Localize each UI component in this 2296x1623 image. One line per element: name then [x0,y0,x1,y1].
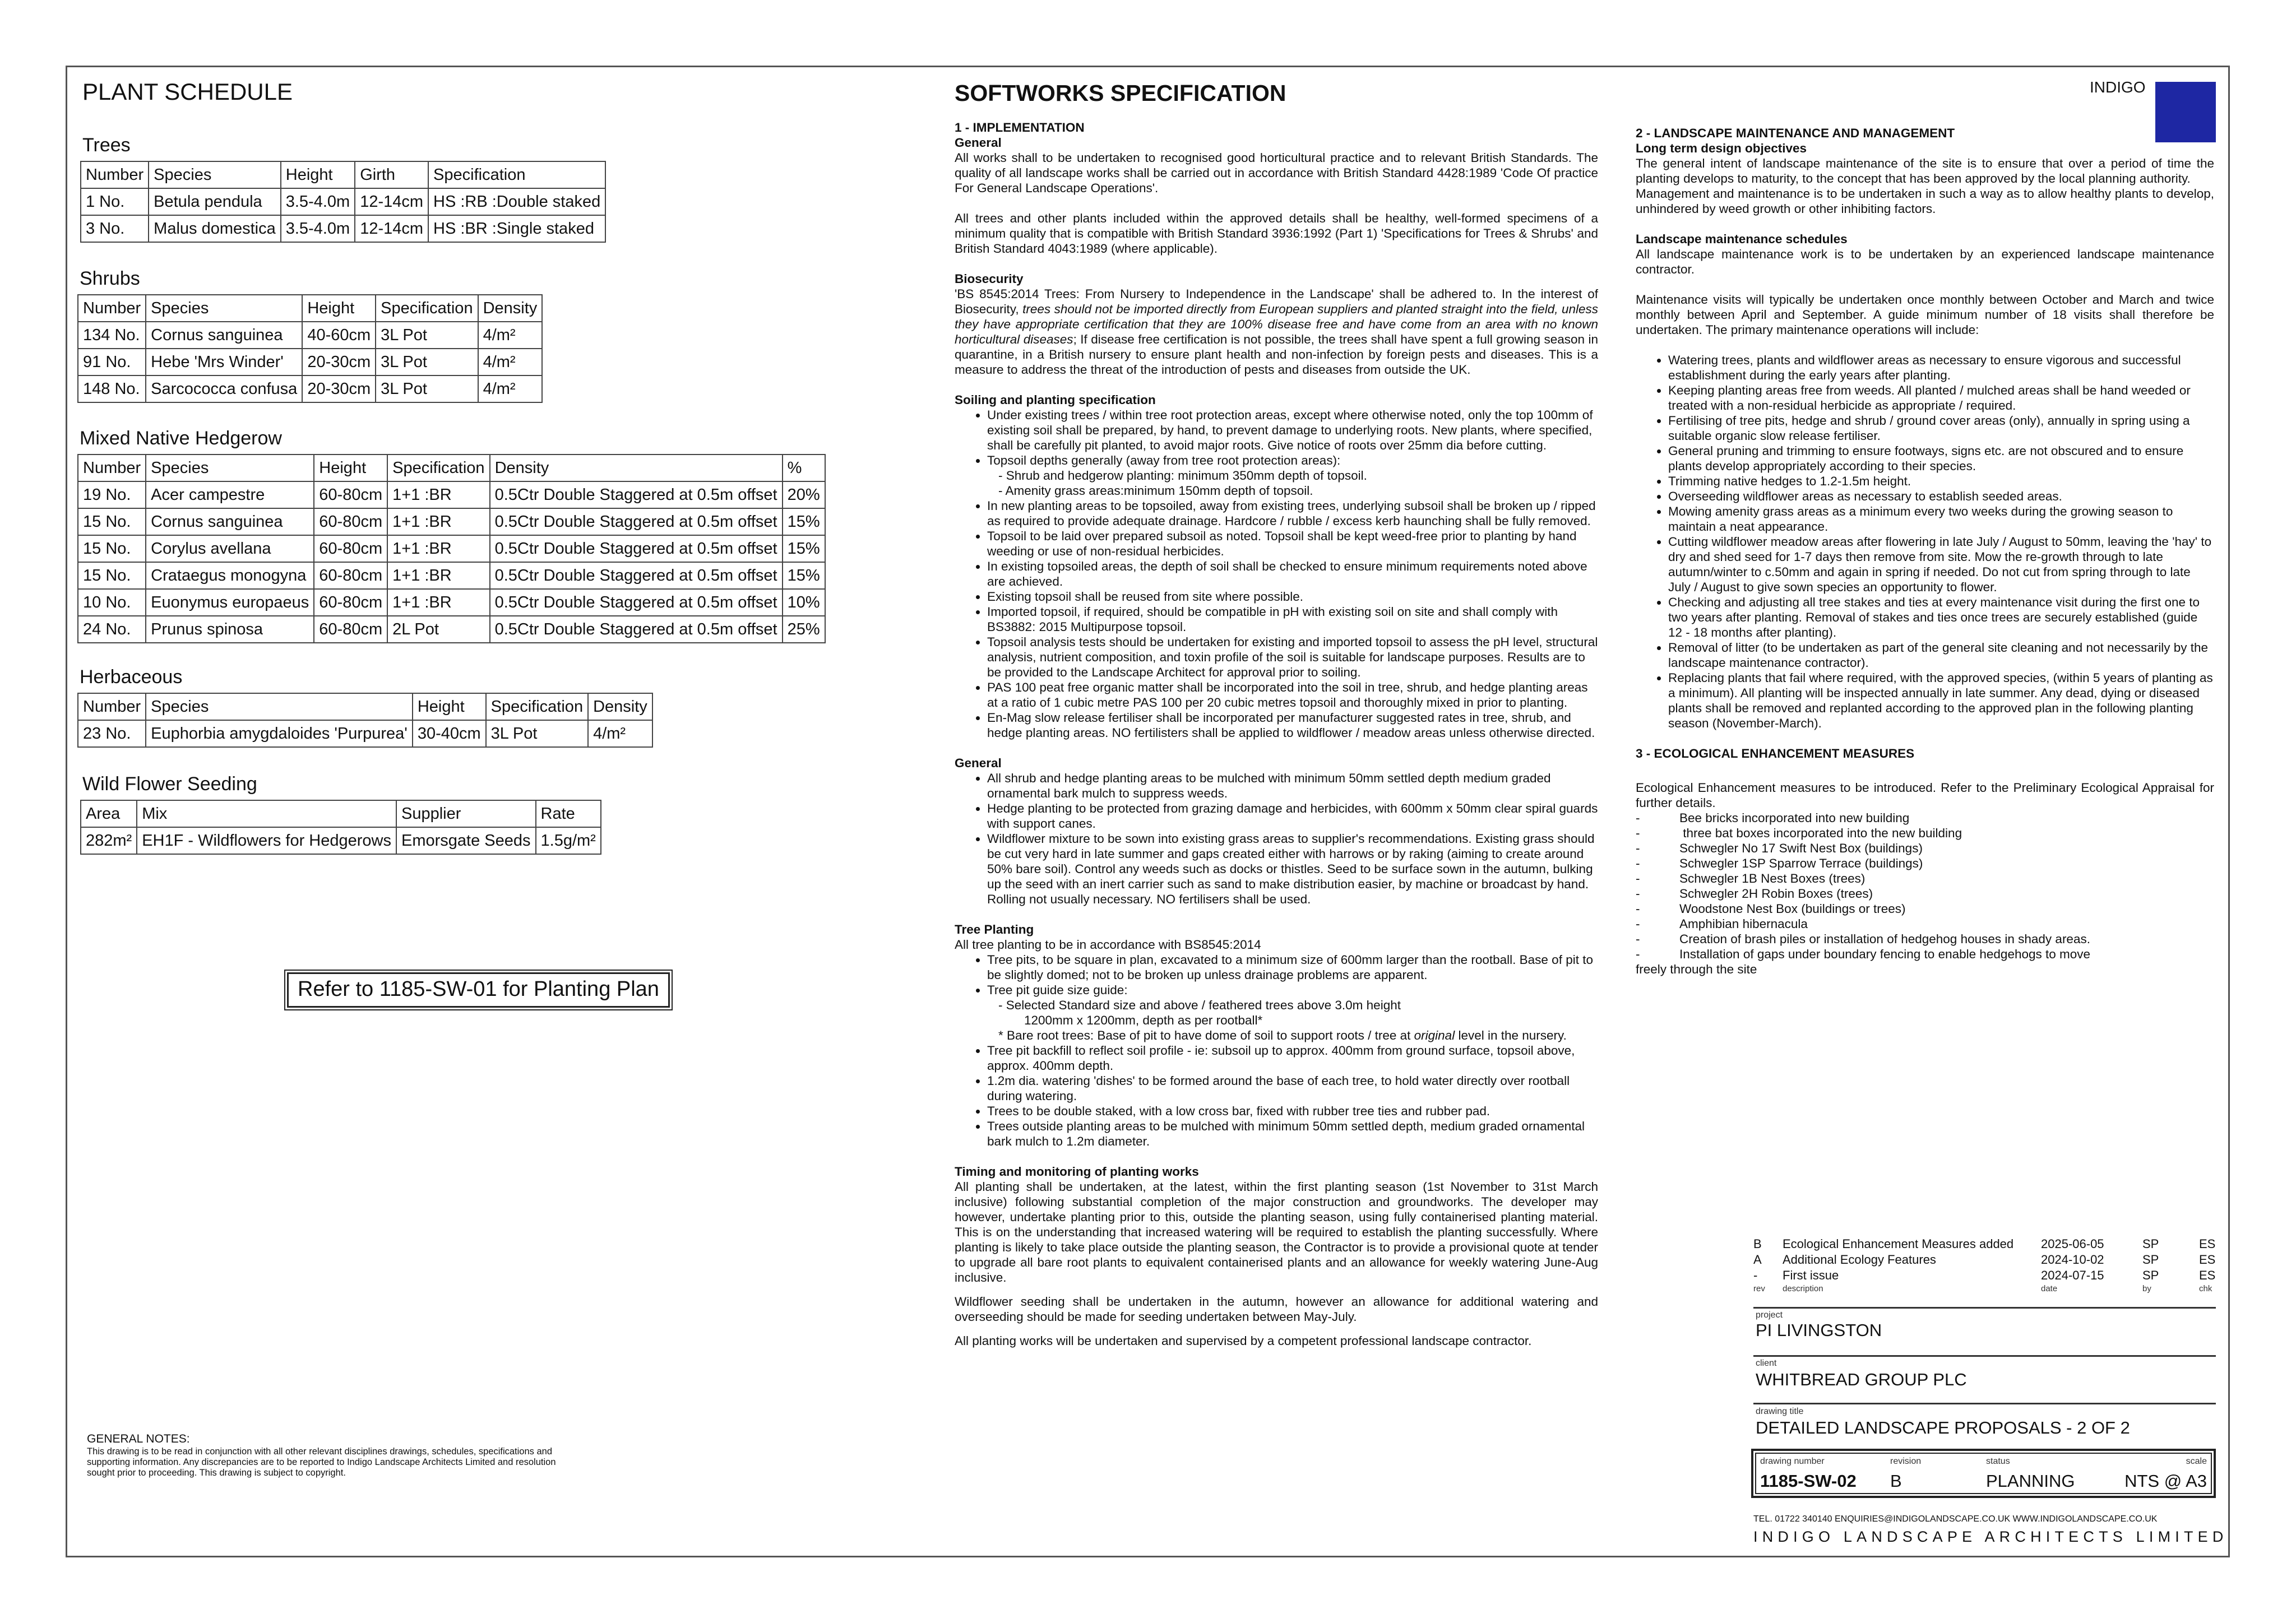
table-cell: 20-30cm [302,375,376,402]
table-cell: 15 No. [78,562,146,589]
table-cell: 23 No. [78,720,146,747]
table-row [78,375,542,402]
column-header: Specification [387,455,489,481]
column-header: Density [490,455,783,481]
herbaceous-section [77,666,653,748]
table-row [78,349,542,375]
tree-planting-heading: Tree Planting [955,922,1034,936]
table-cell: 20% [783,481,825,508]
ecological-item-text: Creation of brash piles or installation of hedgehog houses in shady areas. [1679,932,2090,946]
list-item: • Mowing amenity grass areas as a minimum every two weeks during the growing season to maintain a neat appearance. [1668,504,2214,534]
table-header [78,295,542,322]
table-cell: 15% [783,508,825,535]
table-row [78,616,825,643]
column-header: Species [149,161,281,188]
table-cell: 282m² [81,827,137,854]
maintenance-schedules-heading: Landscape maintenance schedules [1636,232,1848,246]
ecological-item-text: Installation of gaps under boundary fencing to enable hedgehogs to move [1679,947,2091,961]
herbaceous-heading: Herbaceous [80,666,183,688]
biosecurity-text: 'BS 8545:2014 Trees: From Nursery to Independence in the Landscape' shall be adhered to. In the interest of Biosecurity, [955,287,1598,316]
table-row [81,827,601,854]
revision-chk: chk [2199,1284,2212,1293]
shrubs-heading: Shrubs [80,268,140,289]
project-label: project [1756,1310,1783,1320]
hedgerow-table [77,454,826,643]
timing-paragraph: All planting works will be undertaken and supervised by a competent professional landscape contractor. [955,1334,1532,1348]
revision-rev: rev [1753,1284,1765,1293]
list-item: • Cutting wildflower meadow areas after flowering in late July / August to 50mm, leaving the 'hay' to dry and shed seed for 1-7 days then remove from site. Mow the re-growth through to late autumn/winter to c.50mm and again in spring if needed. Do not cut from spring through to late July / August to give sown species an opportunity to flower. [1668,534,2214,595]
column-header: Number [81,161,149,188]
sub-item: - Shrub and hedgerow planting: minimum 350mm depth of topsoil. [998,469,1367,483]
sub-item-text: level in the nursery. [1455,1028,1567,1042]
revision-by: SP [2142,1237,2159,1251]
list-item: • Topsoil to be laid over prepared subsoil as noted. Topsoil shall be kept weed-free prior to planting by hand weeding or use of non-residual herbicides. [987,528,1598,559]
maintenance-list [1636,353,2214,731]
biosecurity-italic-text: trees should not be imported directly from European suppliers and planted straight into the field, unless they have appropriate certification that they are 100% disease free and have come from an area with no known horticultural diseases [955,302,1598,346]
biosecurity-heading: Biosecurity [955,272,1024,286]
ecological-item-text: Schwegler No 17 Swift Nest Box (buildings) [1679,841,1923,855]
revision-by: SP [2142,1253,2159,1267]
dash-marker: - [1636,841,1640,855]
list-item: • Existing topsoil shall be reused from site where possible. [987,589,1598,604]
revision-date: 2025-06-05 [2041,1237,2104,1251]
table-cell: 148 No. [78,375,146,402]
column-header: Girth [355,161,428,188]
table-cell: 3.5-4.0m [281,215,355,242]
table-cell: 15 No. [78,535,146,562]
status-label: status [1986,1457,2010,1466]
table-cell: 1 No. [81,188,149,215]
table-cell: 60-80cm [314,481,387,508]
table-cell: 1+1 :BR [387,589,489,616]
ecological-item [1636,931,2214,947]
divider [1753,1307,2216,1309]
general-notes [87,1434,569,1478]
dash-marker: - [1636,811,1640,825]
dash-marker: - [1636,826,1640,840]
list-item: • Watering trees, plants and wildflower areas as necessary to ensure vigorous and successful establishment during the early years after planting. [1668,353,2214,383]
table-cell: 134 No. [78,322,146,349]
table-cell: 25% [783,616,825,643]
ecological-item [1636,810,2214,826]
table-cell: 3L Pot [376,349,478,375]
table-cell: 1+1 :BR [387,481,489,508]
table-cell: Cornus sanguinea [146,508,314,535]
column-header: % [783,455,825,481]
ecological-item-text: Bee bricks incorporated into new building [1679,811,1910,825]
table-header [81,161,605,188]
drawing-number: 1185-SW-02 [1760,1471,1857,1491]
ecological-item-text: Woodstone Nest Box (buildings or trees) [1679,902,1906,916]
maintenance-column [1636,126,2214,977]
column-header: Number [78,693,146,720]
table-cell: Malus domestica [149,215,281,242]
general-notes-text: This drawing is to be read in conjunction with all other relevant disciplines drawings, schedules, specifications and supporting information. Any discrepancies are to be reported to Indigo Landscape Architects Limited and resolution sought prior to proceeding. This drawing is subject to copyright. [87,1446,556,1478]
contact-details: TEL. 01722 340140 ENQUIRIES@INDIGOLANDSCAPE.CO.UK WWW.INDIGOLANDSCAPE.CO.UK [1753,1514,2158,1524]
biosecurity-text: ; If disease free certification is not possible, the trees shall have spent a full growing season in quarantine, in a British nursery to ensure plant health and non-infection by foreign pests and diseases. This is a measure to address the threat of the introduction of pests and diseases from outside the UK. [955,332,1598,377]
wildflower-section [80,773,601,855]
ecological-item [1636,901,2214,916]
table-row [81,215,605,242]
table-cell: Cornus sanguinea [146,322,302,349]
revision-by: by [2142,1284,2151,1293]
list-item: • General pruning and trimming to ensure footways, signs etc. are not obscured and to ensure plants develop appropriately according to their species. [1668,443,2214,474]
table-cell: Acer campestre [146,481,314,508]
table-cell: Prunus spinosa [146,616,314,643]
drawing-number-box [1751,1449,2216,1498]
general-heading: General [955,136,1002,150]
list-item: • Overseeding wildflower areas as necessary to establish seeded areas. [1668,489,2214,504]
table-cell: 4/m² [478,349,543,375]
ecological-item [1636,826,2214,841]
table-cell: 1+1 :BR [387,508,489,535]
list-item: • In existing topsoiled areas, the depth of soil shall be checked to ensure minimum requirements noted above are achieved. [987,559,1598,589]
list-item: • Hedge planting to be protected from grazing damage and herbicides, with 600mm x 50mm clear spiral guards with support canes. [987,801,1598,831]
list-item: • Trimming native hedges to 1.2-1.5m height. [1668,474,2214,489]
column-header: Specification [376,295,478,322]
table-row [78,562,825,589]
dash-marker: - [1636,856,1640,870]
list-item: • Tree pit backfill to reflect soil profile - ie: subsoil up to approx. 400mm from ground surface, topsoil above, approx. 400mm depth. [987,1043,1598,1073]
shrubs-section [77,268,543,403]
ecological-item-text: Schwegler 1SP Sparrow Terrace (buildings) [1679,856,1923,870]
table-cell: 0.5Ctr Double Staggered at 0.5m offset [490,535,783,562]
table-cell: 3.5-4.0m [281,188,355,215]
implementation-heading: 1 - IMPLEMENTATION [955,120,1085,135]
table-cell: 15% [783,562,825,589]
indigo-logo-square [2155,82,2216,142]
table-cell: 4/m² [478,322,543,349]
trees-section [80,135,606,243]
list-item: • Trees outside planting areas to be mulched with minimum 50mm settled depth, medium graded ornamental bark mulch to 1.2m diameter. [987,1119,1598,1149]
table-cell: 0.5Ctr Double Staggered at 0.5m offset [490,616,783,643]
list-item: • Under existing trees / within tree root protection areas, except where otherwise noted, only the top 100mm of existing soil shall be prepared, by hand, to prevent damage to underlying roots. New plants, where specified, shall be carefully pit planted, to avoid major roots. Give notice of roots over 25mm dia before cutting. [987,407,1598,453]
revision-date: date [2041,1284,2058,1293]
table-cell: 40-60cm [302,322,376,349]
sub-item: 1200mm x 1200mm, depth as per rootball* [1024,1013,1263,1027]
column-header: Height [413,693,486,720]
softworks-spec-column [955,80,1598,1364]
revision-date: 2024-10-02 [2041,1253,2104,1267]
spec-title: SOFTWORKS SPECIFICATION [955,80,1286,106]
table-header [78,693,652,720]
table-cell: 60-80cm [314,562,387,589]
general-paragraph: All works shall to be undertaken to recognised good horticultural practice and to relevant British Standards. The quality of all landscape works shall be carried out in accordance with British Standard 4428:1989 'Code Of practice For General Landscape Operations'. [955,151,1598,195]
table-cell: 10 No. [78,589,146,616]
ecological-item-text: three bat boxes incorporated into the new building [1679,826,1962,840]
table-row [78,535,825,562]
list-item: • Tree pits, to be square in plan, excavated to a minimum size of 600mm larger than the rootball. Base of pit to be slightly domed; not to be broken up unless drainage problems are apparent. [987,952,1598,982]
table-header [78,455,825,481]
ecological-item [1636,856,2214,871]
wildflower-table [80,800,601,855]
timing-heading: Timing and monitoring of planting works [955,1165,1199,1179]
table-cell: 1.5g/m² [536,827,601,854]
table-row [78,481,825,508]
design-objectives-heading: Long term design objectives [1636,141,1807,155]
table-cell: Sarcococca confusa [146,375,302,402]
table-cell: 91 No. [78,349,146,375]
ecological-item: - Installation of gaps under boundary fencing to enable hedgehogs to move [1636,947,2091,961]
timing-paragraph: Wildflower seeding shall be undertaken in the autumn, however an allowance for additional watering and overseeding should be made for seeding undertaken between May-July. [955,1295,1598,1324]
table-cell: 12-14cm [355,215,428,242]
sub-item: - Selected Standard size and above / feathered trees above 3.0m height [998,998,1401,1012]
table-cell: 30-40cm [413,720,486,747]
column-header: Height [314,455,387,481]
list-item: • Fertilising of tree pits, hedge and shrub / ground cover areas (only), annually in spring using a suitable organic slow release fertiliser. [1668,413,2214,443]
revision-chk: ES [2199,1253,2216,1267]
divider [1753,1403,2216,1404]
revision-desc: Additional Ecology Features [1783,1253,1936,1267]
table-cell: Emorsgate Seeds [396,827,536,854]
table-row [78,720,652,747]
column-header: Height [302,295,376,322]
logo-text: INDIGO [2090,78,2146,96]
revision-chk: ES [2199,1268,2216,1282]
maintenance-heading: 2 - LANDSCAPE MAINTENANCE AND MANAGEMENT [1636,126,1955,140]
table-cell: 12-14cm [355,188,428,215]
table-row [78,322,542,349]
ecological-item [1636,871,2214,886]
dash-marker: - [1636,902,1640,916]
table-cell: 20-30cm [302,349,376,375]
client-name: WHITBREAD GROUP PLC [1756,1370,1967,1389]
soiling-heading: Soiling and planting specification [955,393,1156,407]
dash-marker: - [1636,917,1640,931]
general-2-list [955,771,1598,907]
client-label: client [1756,1358,1777,1368]
general-2-heading: General [955,756,1002,770]
list-item: • Imported topsoil, if required, should be compatible in pH with existing soil on site and shall comply with BS3882: 2015 Multipurpose topsoil. [987,604,1598,634]
ecological-item-text: Amphibian hibernacula [1679,917,1808,931]
sub-item: - Amenity grass areas:minimum 150mm depth of topsoil. [998,484,1313,498]
schedules-paragraph: Maintenance visits will typically be undertaken once monthly between October and March and twice monthly between April and September. A guide minimum number of 18 visits shall therefore be undertaken. The primary maintenance operations will include: [1636,293,2214,337]
table-cell: 3L Pot [376,375,478,402]
planting-plan-reference: Refer to 1185-SW-01 for Planting Plan [287,972,670,1008]
dash-marker: - [1636,871,1640,885]
drawing-title: DETAILED LANDSCAPE PROPOSALS - 2 OF 2 [1756,1418,2130,1437]
list-item: • Topsoil analysis tests should be undertaken for existing and imported topsoil to assess the pH level, structural analysis, nutrient composition, and toxin profile of the soil is suitable for landscape purposes. Results are to be provided to the Landscape Architect for approval prior to soiling. [987,634,1598,680]
column-header: Species [146,295,302,322]
column-header: Number [78,455,146,481]
list-item: • Keeping planting areas free from weeds. All planted / mulched areas shall be hand weeded or treated with a non-residual herbicide as appropriate / required. [1668,383,2214,413]
ecological-item-text: Schwegler 1B Nest Boxes (trees) [1679,871,1866,885]
sub-item-text: * Bare root trees: Base of pit to have dome of soil to support roots / tree at [998,1028,1414,1042]
column-header: Supplier [396,800,536,827]
dash-marker: - [1636,932,1640,946]
revision-rev: A [1753,1253,1762,1267]
column-header: Density [478,295,543,322]
table-cell: 3 No. [81,215,149,242]
list-item: • Replacing plants that fail where required, with the approved species, (within 5 years of planting as a minimum). All planting will be inspected annually in late summer. Any dead, dying or diseased plants shall be removed and replanted according to the approved plan in the following planting season (November-March). [1668,670,2214,731]
sub-item-italic: original [1414,1028,1455,1042]
table-cell: 15 No. [78,508,146,535]
scale-value: NTS @ A3 [2124,1471,2207,1491]
list-item [987,453,1598,498]
general-paragraph: All trees and other plants included within the approved details shall be healthy, well-formed specimens of a minimum quality that is compatible with British Standard 3936:1992 (Part 1) 'Specifications for Trees & Shrubs' and British Standard 4043:1989 (where applicable). [955,211,1598,256]
revision-desc: description [1783,1284,1823,1293]
table-cell: Betula pendula [149,188,281,215]
column-header: Specification [428,161,605,188]
column-header: Rate [536,800,601,827]
tree-planting-list [955,952,1598,1149]
table-cell: 60-80cm [314,589,387,616]
table-cell: 3L Pot [486,720,588,747]
ecological-item [1636,916,2214,931]
table-cell: 0.5Ctr Double Staggered at 0.5m offset [490,562,783,589]
ecological-item-continued: freely through the site [1636,962,1757,976]
table-cell: 60-80cm [314,508,387,535]
status-value: PLANNING [1986,1471,2075,1491]
list-item [987,982,1598,1043]
table-row [78,508,825,535]
column-header: Area [81,800,137,827]
firm-name: INDIGO LANDSCAPE ARCHITECTS LIMITED [1753,1528,2228,1545]
ecological-heading: 3 - ECOLOGICAL ENHANCEMENT MEASURES [1636,746,1915,761]
drawing-title-label: drawing title [1756,1407,1804,1416]
table-cell: 60-80cm [314,535,387,562]
column-header: Mix [137,800,396,827]
objectives-paragraph: Management and maintenance is to be undertaken in such a way as to allow healthy plants to develop, unhindered by weed growth or other inhibiting factors. [1636,187,2214,216]
column-header: Number [78,295,146,322]
list-item: • All shrub and hedge planting areas to be mulched with minimum 50mm settled depth medium graded ornamental bark mulch to suppress weeds. [987,771,1598,801]
list-item: • Wildflower mixture to be sown into existing grass areas to supplier's recommendations. Existing grass should be cut very hard in late summer and gaps created either with harrows or by raking (aiming to create around 50% bare soil). Control any weeds such as docks or thistles. Seed to be surface sown in the autumn, bulking up the seed with an inert carrier such as sand to make distribution easier, by machine or broadcast by hand. Rolling not usually necessary. NO fertilisers shall be used. [987,831,1598,907]
ecological-item [1636,886,2214,901]
timing-paragraph: All planting shall be undertaken, at the latest, within the first planting season (1st November to 31st March inclusive) following substantial completion of the major construction and groundworks. The developer may however, undertake planting prior to this, outside the planting season, using fully containerised planting material. This is on the understanding that increased watering will be required to establish the planting successfully. Where planting is likely to take place outside the planting season, the Contractor is to provide a provisional quote at tender to upgrade all bare root plants to equivalent containerised plants and an allowance for weekly watering June-Aug inclusive. [955,1180,1598,1285]
revision-desc: Ecological Enhancement Measures added [1783,1237,2014,1251]
revision-desc: First issue [1783,1268,1839,1282]
ecological-item [1636,841,2214,856]
general-notes-heading: GENERAL NOTES: [87,1432,190,1445]
tree-planting-intro: All tree planting to be in accordance with BS8545:2014 [955,938,1261,952]
table-cell: Corylus avellana [146,535,314,562]
table-cell: HS :RB :Double staked [428,188,605,215]
table-cell: HS :BR :Single staked [428,215,605,242]
revision-chk: ES [2199,1237,2216,1251]
table-cell: 4/m² [478,375,543,402]
table-header [81,800,601,827]
table-cell: 4/m² [588,720,652,747]
table-cell: 24 No. [78,616,146,643]
trees-table [80,161,606,243]
table-cell: 1+1 :BR [387,535,489,562]
table-cell: 3L Pot [376,322,478,349]
column-header: Height [281,161,355,188]
biosecurity-paragraph [955,286,1598,377]
ecological-item-text: Schwegler 2H Robin Boxes (trees) [1679,887,1873,901]
column-header: Species [146,455,314,481]
project-name: PI LIVINGSTON [1756,1320,1882,1340]
table-cell: 0.5Ctr Double Staggered at 0.5m offset [490,589,783,616]
dash-marker: - [1636,887,1640,901]
list-item: • En-Mag slow release fertiliser shall be incorporated per manufacturer suggested rates in tree, shrub, and hedge planting areas. NO fertilisters shall be applied to wildflower / meadow areas unless otherwise directed. [987,710,1598,740]
table-cell: EH1F - Wildflowers for Hedgerows [137,827,396,854]
ecological-list [1636,810,2214,947]
revision-label: revision [1890,1457,1922,1466]
list-item: • Trees to be double staked, with a low cross bar, fixed with rubber tree ties and rubber pad. [987,1103,1598,1119]
wildflower-heading: Wild Flower Seeding [82,773,257,795]
herbaceous-table [77,693,653,748]
list-item: • In new planting areas to be topsoiled, away from existing trees, underlying subsoil shall be broken up / ripped as required to provide adequate drainage. Hardcore / rubble / excess kerb haunching shall be fully removed. [987,498,1598,528]
trees-heading: Trees [82,135,131,156]
table-cell: Euonymus europaeus [146,589,314,616]
drawing-number-label: drawing number [1760,1457,1825,1466]
sub-item [987,1028,1598,1043]
hedgerow-heading: Mixed Native Hedgerow [80,428,282,449]
list-item: • 1.2m dia. watering 'dishes' to be formed around the base of each tree, to hold water directly over rootball during watering. [987,1073,1598,1103]
list-item-text: Topsoil depths generally (away from tree root protection areas): [987,453,1341,467]
divider [1753,1355,2216,1357]
revision-date: 2024-07-15 [2041,1268,2104,1282]
scale-label: scale [2186,1457,2207,1466]
table-cell: Euphorbia amygdaloides 'Purpurea' [146,720,413,747]
schedules-paragraph: All landscape maintenance work is to be undertaken by an experienced landscape maintenance contractor. [1636,247,2214,276]
table-cell: Hebe 'Mrs Winder' [146,349,302,375]
table-cell: 15% [783,535,825,562]
table-cell: 2L Pot [387,616,489,643]
table-cell: 10% [783,589,825,616]
revision-rev: B [1753,1237,1762,1251]
objectives-paragraph: The general intent of landscape maintenance of the site is to ensure that over a period of time the planting develops to maturity, to the concept that has been approved by the local planning authority. [1636,156,2214,186]
column-header: Specification [486,693,588,720]
column-header: Density [588,693,652,720]
table-cell: 1+1 :BR [387,562,489,589]
list-item-text: Tree pit guide size guide: [987,983,1128,997]
table-cell: 0.5Ctr Double Staggered at 0.5m offset [490,508,783,535]
hedgerow-section [77,428,826,643]
list-item: • PAS 100 peat free organic matter shall be incorporated into the soil in tree, shrub, and hedge planting areas at a ratio of 1 cubic metre PAS 100 per 20 cubic metres topsoil and thoroughly mixed in prior to planting. [987,680,1598,710]
soiling-list [955,407,1598,740]
table-cell: 19 No. [78,481,146,508]
list-item: • Checking and adjusting all tree stakes and ties at every maintenance visit during the first one to two years after planting. Removal of stakes and ties once trees are securely established (guide 12 - 18 months after planting). [1668,595,2214,640]
list-item: • Removal of litter (to be undertaken as part of the general site cleaning and not necessarily by the landscape maintenance contractor). [1668,640,2214,670]
table-cell: Crataegus monogyna [146,562,314,589]
table-cell: 60-80cm [314,616,387,643]
revision-by: SP [2142,1268,2159,1282]
ecological-intro: Ecological Enhancement measures to be introduced. Refer to the Preliminary Ecological Appraisal for further details. [1636,781,2214,810]
table-cell: 0.5Ctr Double Staggered at 0.5m offset [490,481,783,508]
table-row [78,589,825,616]
column-header: Species [146,693,413,720]
plant-schedule-title: PLANT SCHEDULE [82,78,293,105]
revision-value: B [1890,1471,1902,1491]
shrubs-table [77,294,543,403]
revision-rev: - [1753,1268,1758,1282]
table-row [81,188,605,215]
